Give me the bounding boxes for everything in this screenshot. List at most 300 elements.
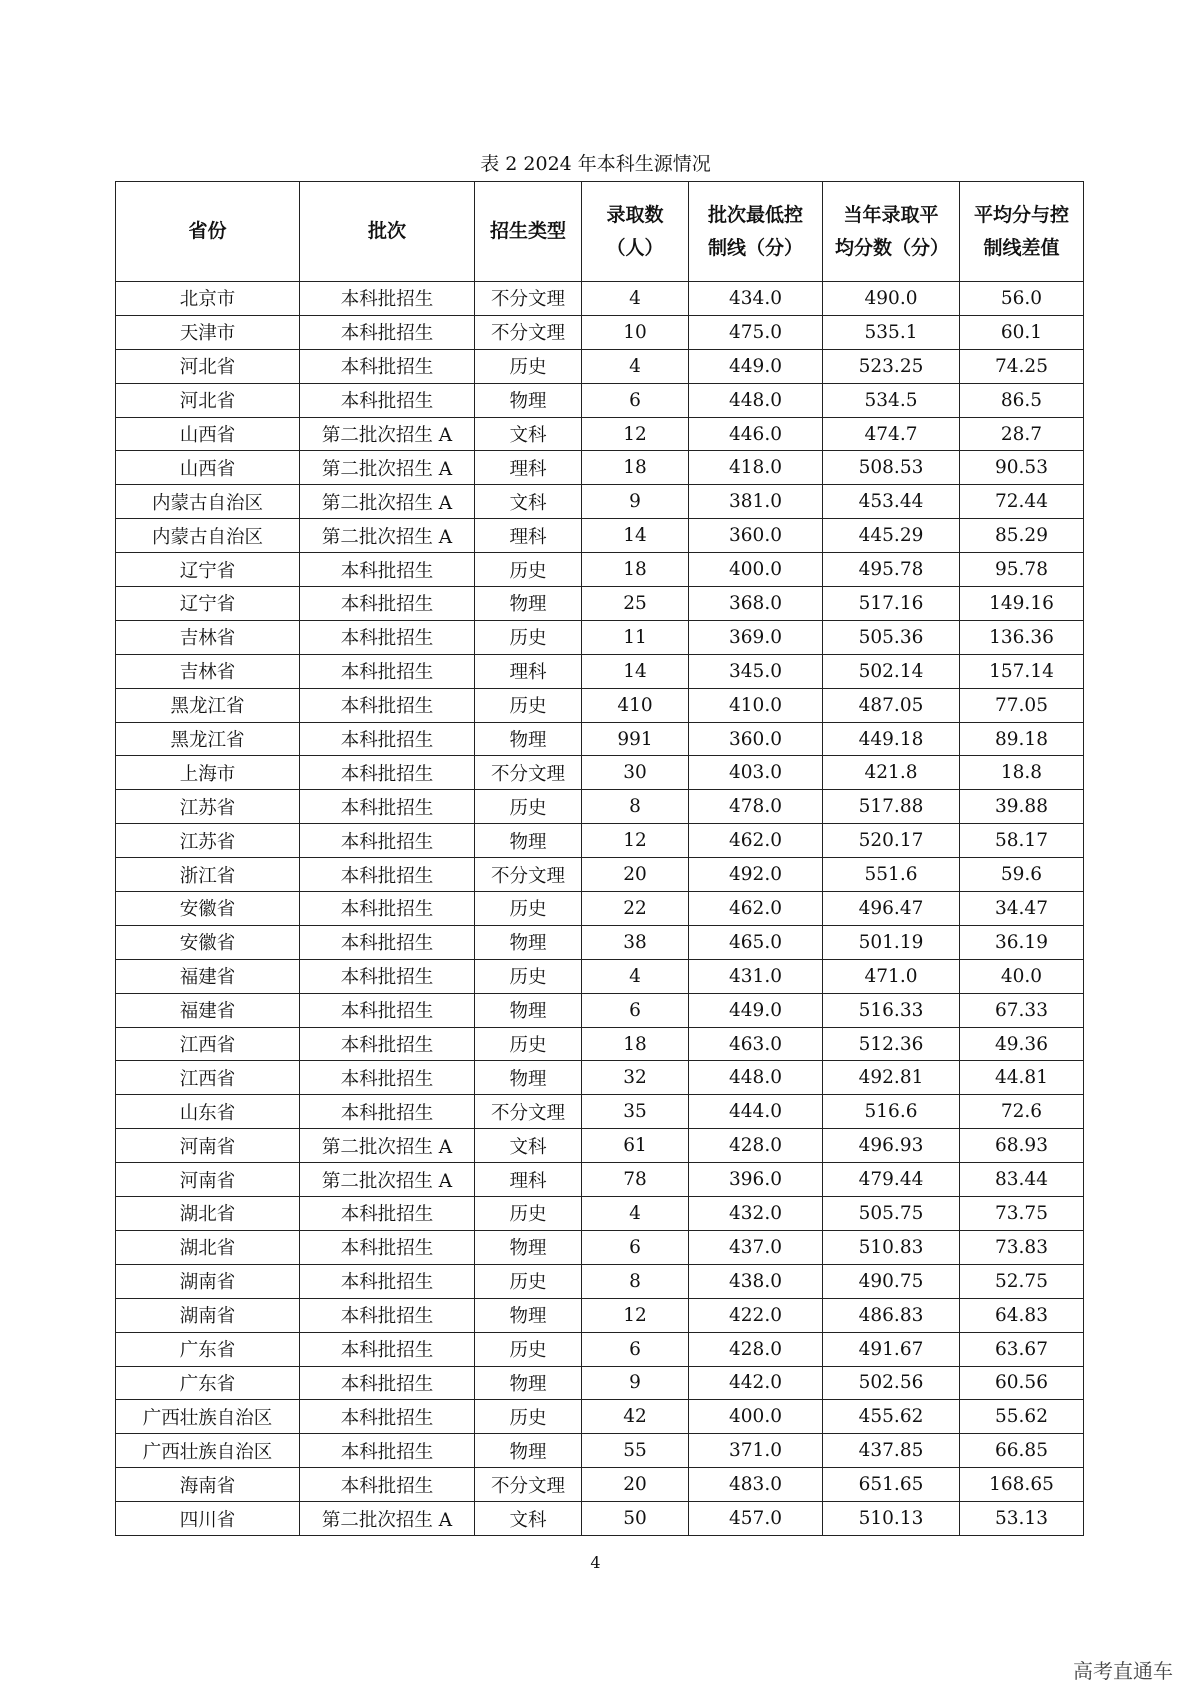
province-cell: 河北省 bbox=[116, 349, 300, 383]
admitted-cell: 10 bbox=[582, 315, 689, 349]
type-cell: 物理 bbox=[475, 993, 582, 1027]
table-row bbox=[116, 959, 1084, 993]
admissions-table bbox=[115, 181, 1084, 1536]
province-cell: 广西壮族自治区 bbox=[116, 1434, 300, 1468]
admitted-cell: 9 bbox=[582, 485, 689, 519]
control-line-cell: 492.0 bbox=[689, 858, 823, 892]
control-line-cell: 444.0 bbox=[689, 1095, 823, 1129]
average-score-cell: 534.5 bbox=[823, 383, 960, 417]
admitted-cell: 32 bbox=[582, 1061, 689, 1095]
average-score-cell: 517.16 bbox=[823, 587, 960, 621]
admitted-cell: 12 bbox=[582, 1298, 689, 1332]
type-cell: 历史 bbox=[475, 688, 582, 722]
average-score-cell: 505.75 bbox=[823, 1197, 960, 1231]
province-cell: 江苏省 bbox=[116, 790, 300, 824]
batch-cell: 本科批招生 bbox=[300, 383, 475, 417]
difference-cell: 89.18 bbox=[960, 722, 1084, 756]
average-score-cell: 551.6 bbox=[823, 858, 960, 892]
admitted-cell: 18 bbox=[582, 553, 689, 587]
batch-cell: 本科批招生 bbox=[300, 1366, 475, 1400]
table-row bbox=[116, 892, 1084, 926]
table-body bbox=[116, 282, 1084, 1536]
batch-cell: 本科批招生 bbox=[300, 925, 475, 959]
table-row bbox=[116, 383, 1084, 417]
type-cell: 历史 bbox=[475, 1027, 582, 1061]
control-line-cell: 345.0 bbox=[689, 654, 823, 688]
table-row bbox=[116, 925, 1084, 959]
batch-cell: 本科批招生 bbox=[300, 1332, 475, 1366]
admitted-cell: 22 bbox=[582, 892, 689, 926]
admitted-cell: 42 bbox=[582, 1400, 689, 1434]
average-score-cell: 520.17 bbox=[823, 824, 960, 858]
table-row bbox=[116, 315, 1084, 349]
difference-cell: 85.29 bbox=[960, 519, 1084, 553]
type-cell: 物理 bbox=[475, 1434, 582, 1468]
difference-cell: 44.81 bbox=[960, 1061, 1084, 1095]
type-cell: 历史 bbox=[475, 1332, 582, 1366]
average-score-cell: 474.7 bbox=[823, 417, 960, 451]
province-cell: 河北省 bbox=[116, 383, 300, 417]
average-score-cell: 491.67 bbox=[823, 1332, 960, 1366]
average-score-cell: 486.83 bbox=[823, 1298, 960, 1332]
batch-cell: 本科批招生 bbox=[300, 620, 475, 654]
control-line-cell: 369.0 bbox=[689, 620, 823, 654]
table-row bbox=[116, 519, 1084, 553]
average-score-cell: 471.0 bbox=[823, 959, 960, 993]
batch-cell: 本科批招生 bbox=[300, 553, 475, 587]
difference-cell: 58.17 bbox=[960, 824, 1084, 858]
table-row bbox=[116, 1434, 1084, 1468]
control-line-cell: 410.0 bbox=[689, 688, 823, 722]
difference-cell: 74.25 bbox=[960, 349, 1084, 383]
admitted-cell: 18 bbox=[582, 451, 689, 485]
table-row bbox=[116, 1400, 1084, 1434]
batch-cell: 第二批次招生 A bbox=[300, 519, 475, 553]
average-score-cell: 505.36 bbox=[823, 620, 960, 654]
batch-cell: 本科批招生 bbox=[300, 654, 475, 688]
average-score-cell: 496.93 bbox=[823, 1129, 960, 1163]
table-row bbox=[116, 688, 1084, 722]
average-score-cell: 495.78 bbox=[823, 553, 960, 587]
difference-cell: 56.0 bbox=[960, 282, 1084, 316]
province-cell: 四川省 bbox=[116, 1502, 300, 1536]
province-cell: 福建省 bbox=[116, 959, 300, 993]
type-cell: 历史 bbox=[475, 1400, 582, 1434]
admitted-cell: 61 bbox=[582, 1129, 689, 1163]
batch-cell: 第二批次招生 A bbox=[300, 1502, 475, 1536]
table-row bbox=[116, 282, 1084, 316]
admitted-cell: 6 bbox=[582, 1230, 689, 1264]
admitted-cell: 11 bbox=[582, 620, 689, 654]
control-line-cell: 360.0 bbox=[689, 519, 823, 553]
table-row bbox=[116, 1095, 1084, 1129]
table-row bbox=[116, 1027, 1084, 1061]
province-cell: 福建省 bbox=[116, 993, 300, 1027]
control-line-cell: 428.0 bbox=[689, 1129, 823, 1163]
difference-cell: 68.93 bbox=[960, 1129, 1084, 1163]
province-cell: 安徽省 bbox=[116, 925, 300, 959]
batch-cell: 本科批招生 bbox=[300, 1298, 475, 1332]
type-cell: 理科 bbox=[475, 654, 582, 688]
type-cell: 历史 bbox=[475, 620, 582, 654]
difference-cell: 157.14 bbox=[960, 654, 1084, 688]
average-score-cell: 490.0 bbox=[823, 282, 960, 316]
admitted-cell: 12 bbox=[582, 417, 689, 451]
batch-cell: 本科批招生 bbox=[300, 790, 475, 824]
difference-cell: 34.47 bbox=[960, 892, 1084, 926]
control-line-cell: 442.0 bbox=[689, 1366, 823, 1400]
average-score-cell: 517.88 bbox=[823, 790, 960, 824]
province-cell: 广东省 bbox=[116, 1366, 300, 1400]
province-cell: 内蒙古自治区 bbox=[116, 519, 300, 553]
average-score-cell: 502.14 bbox=[823, 654, 960, 688]
control-line-cell: 428.0 bbox=[689, 1332, 823, 1366]
batch-cell: 本科批招生 bbox=[300, 688, 475, 722]
province-cell: 江西省 bbox=[116, 1061, 300, 1095]
province-cell: 内蒙古自治区 bbox=[116, 485, 300, 519]
table-row bbox=[116, 722, 1084, 756]
batch-cell: 本科批招生 bbox=[300, 892, 475, 926]
province-cell: 江苏省 bbox=[116, 824, 300, 858]
admitted-cell: 20 bbox=[582, 1468, 689, 1502]
control-line-cell: 431.0 bbox=[689, 959, 823, 993]
difference-cell: 95.78 bbox=[960, 553, 1084, 587]
province-cell: 安徽省 bbox=[116, 892, 300, 926]
batch-cell: 本科批招生 bbox=[300, 824, 475, 858]
batch-cell: 第二批次招生 A bbox=[300, 451, 475, 485]
admitted-cell: 6 bbox=[582, 993, 689, 1027]
control-line-cell: 463.0 bbox=[689, 1027, 823, 1061]
difference-cell: 72.6 bbox=[960, 1095, 1084, 1129]
header-row bbox=[116, 182, 1084, 282]
average-score-cell: 455.62 bbox=[823, 1400, 960, 1434]
batch-cell: 本科批招生 bbox=[300, 1061, 475, 1095]
average-score-cell: 496.47 bbox=[823, 892, 960, 926]
average-score-cell: 445.29 bbox=[823, 519, 960, 553]
type-cell: 历史 bbox=[475, 892, 582, 926]
type-cell: 物理 bbox=[475, 1366, 582, 1400]
table-row bbox=[116, 451, 1084, 485]
admitted-cell: 12 bbox=[582, 824, 689, 858]
header-admitted: 录取数（人） bbox=[582, 182, 689, 282]
batch-cell: 本科批招生 bbox=[300, 349, 475, 383]
table-row bbox=[116, 1332, 1084, 1366]
difference-cell: 73.83 bbox=[960, 1230, 1084, 1264]
table-row bbox=[116, 858, 1084, 892]
difference-cell: 73.75 bbox=[960, 1197, 1084, 1231]
type-cell: 物理 bbox=[475, 1061, 582, 1095]
header-average-score: 当年录取平均分数（分） bbox=[823, 182, 960, 282]
type-cell: 物理 bbox=[475, 1230, 582, 1264]
batch-cell: 本科批招生 bbox=[300, 1230, 475, 1264]
admitted-cell: 4 bbox=[582, 1197, 689, 1231]
difference-cell: 18.8 bbox=[960, 756, 1084, 790]
difference-cell: 36.19 bbox=[960, 925, 1084, 959]
control-line-cell: 368.0 bbox=[689, 587, 823, 621]
header-control-line: 批次最低控制线（分） bbox=[689, 182, 823, 282]
average-score-cell: 516.6 bbox=[823, 1095, 960, 1129]
control-line-cell: 478.0 bbox=[689, 790, 823, 824]
difference-cell: 28.7 bbox=[960, 417, 1084, 451]
admitted-cell: 8 bbox=[582, 790, 689, 824]
difference-cell: 72.44 bbox=[960, 485, 1084, 519]
batch-cell: 本科批招生 bbox=[300, 858, 475, 892]
control-line-cell: 448.0 bbox=[689, 1061, 823, 1095]
control-line-cell: 403.0 bbox=[689, 756, 823, 790]
header-type: 招生类型 bbox=[475, 182, 582, 282]
province-cell: 山西省 bbox=[116, 417, 300, 451]
province-cell: 黑龙江省 bbox=[116, 688, 300, 722]
difference-cell: 168.65 bbox=[960, 1468, 1084, 1502]
type-cell: 历史 bbox=[475, 959, 582, 993]
batch-cell: 本科批招生 bbox=[300, 1400, 475, 1434]
admitted-cell: 6 bbox=[582, 383, 689, 417]
province-cell: 北京市 bbox=[116, 282, 300, 316]
average-score-cell: 510.13 bbox=[823, 1502, 960, 1536]
average-score-cell: 651.65 bbox=[823, 1468, 960, 1502]
batch-cell: 第二批次招生 A bbox=[300, 417, 475, 451]
province-cell: 辽宁省 bbox=[116, 587, 300, 621]
table-row bbox=[116, 1468, 1084, 1502]
batch-cell: 本科批招生 bbox=[300, 1095, 475, 1129]
table-row bbox=[116, 485, 1084, 519]
type-cell: 理科 bbox=[475, 519, 582, 553]
average-score-cell: 516.33 bbox=[823, 993, 960, 1027]
control-line-cell: 483.0 bbox=[689, 1468, 823, 1502]
difference-cell: 83.44 bbox=[960, 1163, 1084, 1197]
control-line-cell: 396.0 bbox=[689, 1163, 823, 1197]
average-score-cell: 508.53 bbox=[823, 451, 960, 485]
province-cell: 湖北省 bbox=[116, 1230, 300, 1264]
table-row bbox=[116, 824, 1084, 858]
average-score-cell: 449.18 bbox=[823, 722, 960, 756]
control-line-cell: 446.0 bbox=[689, 417, 823, 451]
type-cell: 物理 bbox=[475, 722, 582, 756]
admitted-cell: 35 bbox=[582, 1095, 689, 1129]
average-score-cell: 492.81 bbox=[823, 1061, 960, 1095]
table-row bbox=[116, 553, 1084, 587]
control-line-cell: 462.0 bbox=[689, 892, 823, 926]
batch-cell: 本科批招生 bbox=[300, 993, 475, 1027]
admitted-cell: 14 bbox=[582, 654, 689, 688]
type-cell: 物理 bbox=[475, 1298, 582, 1332]
control-line-cell: 434.0 bbox=[689, 282, 823, 316]
province-cell: 天津市 bbox=[116, 315, 300, 349]
batch-cell: 第二批次招生 A bbox=[300, 485, 475, 519]
difference-cell: 63.67 bbox=[960, 1332, 1084, 1366]
average-score-cell: 490.75 bbox=[823, 1264, 960, 1298]
table-row bbox=[116, 1129, 1084, 1163]
header-batch: 批次 bbox=[300, 182, 475, 282]
batch-cell: 本科批招生 bbox=[300, 1264, 475, 1298]
batch-cell: 第二批次招生 A bbox=[300, 1129, 475, 1163]
admitted-cell: 30 bbox=[582, 756, 689, 790]
province-cell: 浙江省 bbox=[116, 858, 300, 892]
batch-cell: 本科批招生 bbox=[300, 722, 475, 756]
province-cell: 吉林省 bbox=[116, 620, 300, 654]
batch-cell: 本科批招生 bbox=[300, 1468, 475, 1502]
control-line-cell: 465.0 bbox=[689, 925, 823, 959]
table-row bbox=[116, 993, 1084, 1027]
admitted-cell: 18 bbox=[582, 1027, 689, 1061]
difference-cell: 59.6 bbox=[960, 858, 1084, 892]
type-cell: 不分文理 bbox=[475, 282, 582, 316]
type-cell: 文科 bbox=[475, 485, 582, 519]
admitted-cell: 4 bbox=[582, 349, 689, 383]
admitted-cell: 25 bbox=[582, 587, 689, 621]
province-cell: 山东省 bbox=[116, 1095, 300, 1129]
province-cell: 河南省 bbox=[116, 1129, 300, 1163]
province-cell: 湖北省 bbox=[116, 1197, 300, 1231]
admitted-cell: 6 bbox=[582, 1332, 689, 1366]
difference-cell: 90.53 bbox=[960, 451, 1084, 485]
control-line-cell: 418.0 bbox=[689, 451, 823, 485]
admitted-cell: 38 bbox=[582, 925, 689, 959]
table-row bbox=[116, 1163, 1084, 1197]
difference-cell: 86.5 bbox=[960, 383, 1084, 417]
admitted-cell: 20 bbox=[582, 858, 689, 892]
type-cell: 不分文理 bbox=[475, 756, 582, 790]
average-score-cell: 421.8 bbox=[823, 756, 960, 790]
admitted-cell: 14 bbox=[582, 519, 689, 553]
control-line-cell: 371.0 bbox=[689, 1434, 823, 1468]
type-cell: 不分文理 bbox=[475, 1468, 582, 1502]
difference-cell: 60.1 bbox=[960, 315, 1084, 349]
difference-cell: 77.05 bbox=[960, 688, 1084, 722]
admitted-cell: 4 bbox=[582, 282, 689, 316]
difference-cell: 49.36 bbox=[960, 1027, 1084, 1061]
difference-cell: 53.13 bbox=[960, 1502, 1084, 1536]
type-cell: 历史 bbox=[475, 349, 582, 383]
admitted-cell: 991 bbox=[582, 722, 689, 756]
batch-cell: 本科批招生 bbox=[300, 1434, 475, 1468]
province-cell: 辽宁省 bbox=[116, 553, 300, 587]
average-score-cell: 535.1 bbox=[823, 315, 960, 349]
admitted-cell: 410 bbox=[582, 688, 689, 722]
average-score-cell: 510.83 bbox=[823, 1230, 960, 1264]
admitted-cell: 55 bbox=[582, 1434, 689, 1468]
average-score-cell: 512.36 bbox=[823, 1027, 960, 1061]
average-score-cell: 501.19 bbox=[823, 925, 960, 959]
type-cell: 不分文理 bbox=[475, 858, 582, 892]
batch-cell: 本科批招生 bbox=[300, 756, 475, 790]
table-row bbox=[116, 790, 1084, 824]
average-score-cell: 453.44 bbox=[823, 485, 960, 519]
table-row bbox=[116, 587, 1084, 621]
batch-cell: 本科批招生 bbox=[300, 1027, 475, 1061]
admitted-cell: 78 bbox=[582, 1163, 689, 1197]
difference-cell: 55.62 bbox=[960, 1400, 1084, 1434]
type-cell: 理科 bbox=[475, 451, 582, 485]
batch-cell: 本科批招生 bbox=[300, 959, 475, 993]
admitted-cell: 9 bbox=[582, 1366, 689, 1400]
type-cell: 文科 bbox=[475, 417, 582, 451]
province-cell: 山西省 bbox=[116, 451, 300, 485]
table-caption: 表 2 2024 年本科生源情况 bbox=[480, 153, 711, 175]
table-row bbox=[116, 1061, 1084, 1095]
difference-cell: 67.33 bbox=[960, 993, 1084, 1027]
table-row bbox=[116, 654, 1084, 688]
province-cell: 湖南省 bbox=[116, 1264, 300, 1298]
type-cell: 历史 bbox=[475, 1197, 582, 1231]
average-score-cell: 479.44 bbox=[823, 1163, 960, 1197]
batch-cell: 本科批招生 bbox=[300, 315, 475, 349]
type-cell: 物理 bbox=[475, 824, 582, 858]
table-row bbox=[116, 756, 1084, 790]
province-cell: 黑龙江省 bbox=[116, 722, 300, 756]
difference-cell: 149.16 bbox=[960, 587, 1084, 621]
difference-cell: 39.88 bbox=[960, 790, 1084, 824]
province-cell: 湖南省 bbox=[116, 1298, 300, 1332]
province-cell: 广东省 bbox=[116, 1332, 300, 1366]
admitted-cell: 4 bbox=[582, 959, 689, 993]
control-line-cell: 449.0 bbox=[689, 993, 823, 1027]
control-line-cell: 457.0 bbox=[689, 1502, 823, 1536]
header-province: 省份 bbox=[116, 182, 300, 282]
province-cell: 上海市 bbox=[116, 756, 300, 790]
type-cell: 历史 bbox=[475, 790, 582, 824]
batch-cell: 本科批招生 bbox=[300, 587, 475, 621]
type-cell: 历史 bbox=[475, 1264, 582, 1298]
average-score-cell: 487.05 bbox=[823, 688, 960, 722]
average-score-cell: 437.85 bbox=[823, 1434, 960, 1468]
control-line-cell: 438.0 bbox=[689, 1264, 823, 1298]
difference-cell: 60.56 bbox=[960, 1366, 1084, 1400]
control-line-cell: 400.0 bbox=[689, 553, 823, 587]
control-line-cell: 360.0 bbox=[689, 722, 823, 756]
control-line-cell: 448.0 bbox=[689, 383, 823, 417]
average-score-cell: 502.56 bbox=[823, 1366, 960, 1400]
difference-cell: 66.85 bbox=[960, 1434, 1084, 1468]
average-score-cell: 523.25 bbox=[823, 349, 960, 383]
control-line-cell: 432.0 bbox=[689, 1197, 823, 1231]
table-row bbox=[116, 1197, 1084, 1231]
type-cell: 文科 bbox=[475, 1502, 582, 1536]
type-cell: 不分文理 bbox=[475, 315, 582, 349]
admitted-cell: 50 bbox=[582, 1502, 689, 1536]
admitted-cell: 8 bbox=[582, 1264, 689, 1298]
province-cell: 广西壮族自治区 bbox=[116, 1400, 300, 1434]
difference-cell: 64.83 bbox=[960, 1298, 1084, 1332]
difference-cell: 136.36 bbox=[960, 620, 1084, 654]
type-cell: 理科 bbox=[475, 1163, 582, 1197]
difference-cell: 52.75 bbox=[960, 1264, 1084, 1298]
type-cell: 物理 bbox=[475, 587, 582, 621]
type-cell: 物理 bbox=[475, 383, 582, 417]
batch-cell: 本科批招生 bbox=[300, 282, 475, 316]
control-line-cell: 449.0 bbox=[689, 349, 823, 383]
batch-cell: 第二批次招生 A bbox=[300, 1163, 475, 1197]
page-number: 4 bbox=[590, 1553, 601, 1572]
table-row bbox=[116, 1264, 1084, 1298]
table-row bbox=[116, 1366, 1084, 1400]
difference-cell: 40.0 bbox=[960, 959, 1084, 993]
control-line-cell: 422.0 bbox=[689, 1298, 823, 1332]
control-line-cell: 475.0 bbox=[689, 315, 823, 349]
province-cell: 河南省 bbox=[116, 1163, 300, 1197]
watermark: 高考直通车 bbox=[1073, 1659, 1173, 1683]
control-line-cell: 400.0 bbox=[689, 1400, 823, 1434]
type-cell: 历史 bbox=[475, 553, 582, 587]
type-cell: 不分文理 bbox=[475, 1095, 582, 1129]
province-cell: 海南省 bbox=[116, 1468, 300, 1502]
table-row bbox=[116, 349, 1084, 383]
table-row bbox=[116, 1230, 1084, 1264]
table-row bbox=[116, 1502, 1084, 1536]
province-cell: 吉林省 bbox=[116, 654, 300, 688]
table-row bbox=[116, 417, 1084, 451]
control-line-cell: 437.0 bbox=[689, 1230, 823, 1264]
